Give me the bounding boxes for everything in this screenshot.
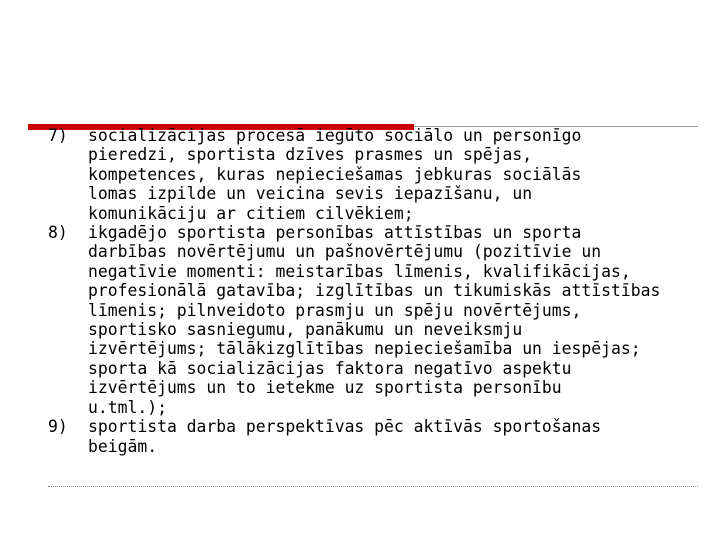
list-item-line: u.tml.); [88, 397, 167, 417]
list-item-line: kompetences, kuras nepieciešamas jebkuras sociālās [88, 164, 582, 184]
numbered-list [48, 126, 668, 456]
list-item-line: sportisko sasniegumu, panākumu un neveiksmju [88, 320, 523, 340]
list-item-line: beigām. [88, 436, 158, 456]
list-item-number: 7) [48, 126, 68, 145]
list-item-line: darbības novērtējumu un pašnovērtējumu (pozitīvie un [88, 242, 602, 262]
list-item-line: profesionālā gatavība; izglītības un tikumiskās attīstības [88, 281, 661, 301]
list-item-9 [48, 417, 668, 456]
list-item-line: sportista darba perspektīvas pēc aktīvās sportošanas [88, 417, 602, 437]
list-item-8 [48, 223, 668, 417]
list-item-line: izvērtējums; tālākizglītības nepieciešamība un iespējas; [88, 339, 641, 359]
list-item-line: socializācijas procesā iegūto sociālo un personīgo [88, 126, 582, 145]
list-item-line: izvērtējums un to ietekme uz sportista personību [88, 378, 562, 398]
list-item-line: komunikāciju ar citiem cilvēkiem; [88, 203, 414, 223]
list-item-7 [48, 126, 668, 223]
list-item-line: lomas izpilde un veicina sevis iepazīšanu, un [88, 184, 533, 204]
list-item-number: 8) [48, 223, 68, 243]
list-item-line: līmenis; pilnveidoto prasmju un spēju novērtējums, [88, 300, 582, 320]
list-item-line: ikgadējo sportista personības attīstības un sporta [88, 223, 582, 243]
list-item-line: sporta kā socializācijas faktora negatīvo aspektu [88, 358, 572, 378]
list-item-number: 9) [48, 417, 68, 437]
list-item-line: negatīvie momenti: meistarības līmenis, kvalifikācijas, [88, 261, 631, 281]
list-item-line: pieredzi, sportista dzīves prasmes un spējas, [88, 145, 533, 165]
footer-divider [48, 486, 698, 487]
